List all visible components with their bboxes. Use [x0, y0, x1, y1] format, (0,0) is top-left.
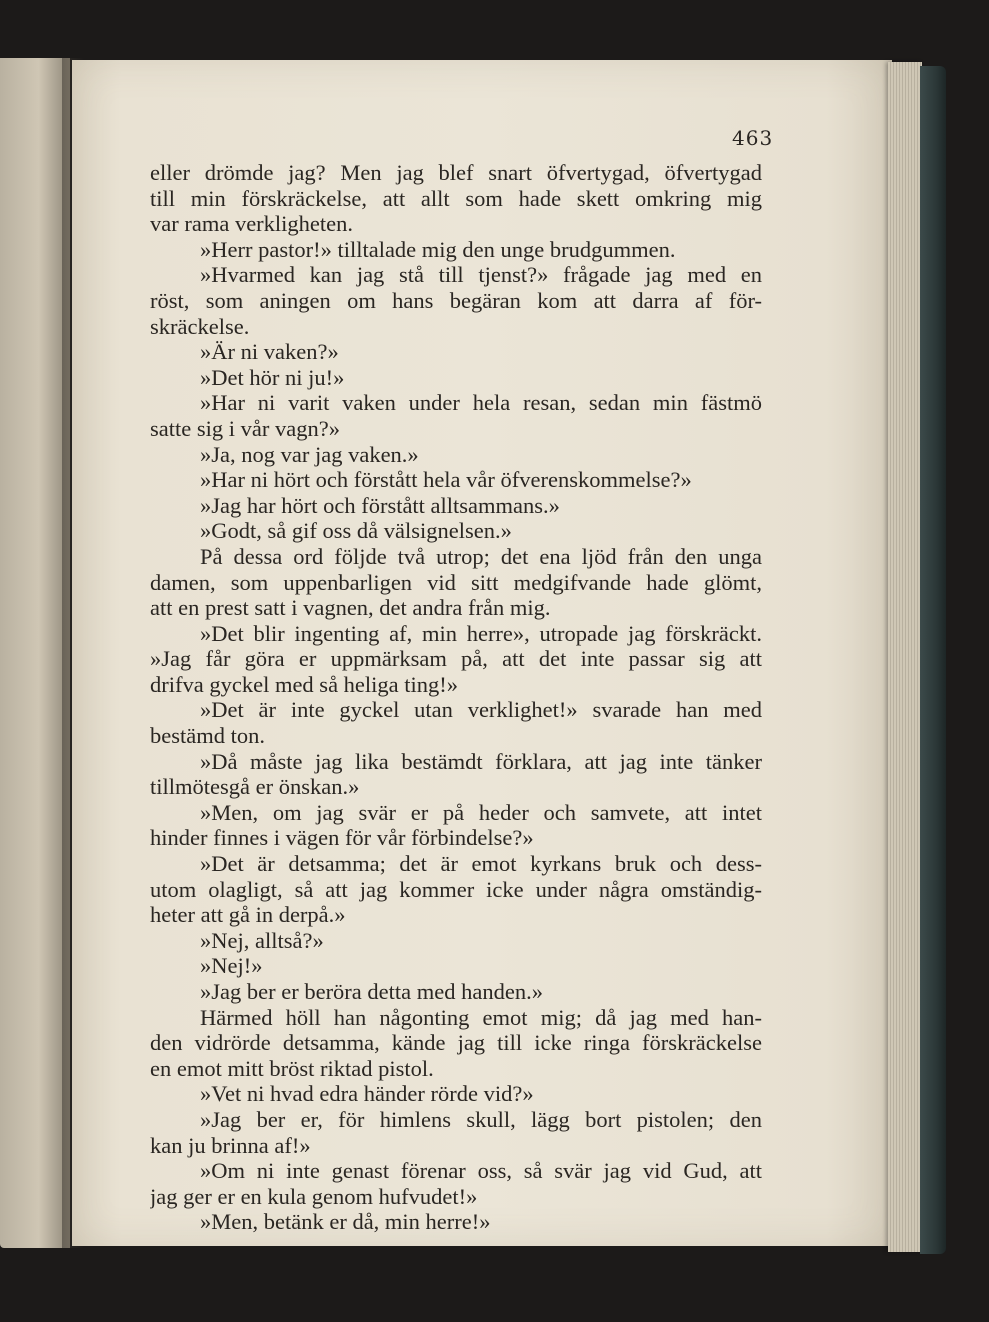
- text-line: »Nej, alltså?»: [200, 927, 324, 953]
- text-line: kan ju brinna af!»: [150, 1132, 311, 1158]
- text-line: »Men, betänk er då, min herre!»: [200, 1209, 491, 1235]
- page-number: 463: [732, 126, 774, 150]
- text-line: »Det blir ingenting af, min herre», utropade jag förskräckt.: [200, 620, 762, 646]
- text-line: »Vet ni hvad edra händer rörde vid?»: [200, 1081, 534, 1107]
- text-line: På dessa ord följde två utrop; det ena ljöd från den unga: [200, 543, 762, 569]
- text-line: »Hvarmed kan jag stå till tjenst?» frågade jag med en: [200, 262, 762, 288]
- body-text: [150, 160, 762, 1235]
- text-line: »Det hör ni ju!»: [200, 364, 345, 390]
- text-line: »Är ni vaken?»: [200, 339, 339, 365]
- text-line: till min förskräckelse, att allt som hade skett omkring mig: [150, 185, 762, 211]
- text-line: var rama verkligheten.: [150, 211, 354, 237]
- text-line: drifva gyckel med så heliga ting!»: [150, 671, 459, 697]
- text-line: »Det är detsamma; det är emot kyrkans bruk och dess-: [200, 851, 762, 877]
- text-line: heter att gå in derpå.»: [150, 902, 346, 928]
- text-line: »Godt, så gif oss då välsignelsen.»: [200, 518, 512, 544]
- text-line: »Nej!»: [200, 953, 263, 979]
- text-line: utom olagligt, så att jag kommer icke under några omständig-: [150, 876, 762, 902]
- text-line: röst, som aningen om hans begäran kom att darra af för-: [150, 287, 762, 313]
- text-line: »Jag ber er, för himlens skull, lägg bort pistolen; den: [200, 1106, 762, 1132]
- left-page-edge: [0, 58, 70, 1248]
- text-line: damen, som uppenbarligen vid sitt medgifvande hade glömt,: [150, 569, 762, 595]
- text-line: »Har ni varit vaken under hela resan, sedan min fästmö: [200, 390, 762, 416]
- text-line: jag ger er en kula genom hufvudet!»: [150, 1183, 478, 1209]
- text-line: skräckelse.: [150, 313, 250, 339]
- text-line: »Jag har hört och förstått alltsammans.»: [200, 492, 560, 518]
- text-line: eller drömde jag? Men jag blef snart öfvertygad, öfvertygad: [150, 160, 762, 185]
- text-line: »Jag ber er beröra detta med handen.»: [200, 979, 543, 1004]
- text-line: »Jag får göra er uppmärksam på, att det inte passar sig att: [150, 646, 762, 672]
- text-line: bestämd ton.: [150, 723, 265, 749]
- text-line: »Har ni hört och förstått hela vår öfverenskommelse?»: [200, 467, 692, 493]
- text-line: »Men, om jag svär er på heder och samvete, att intet: [200, 799, 762, 825]
- text-line: »Herr pastor!» tilltalade mig den unge brudgummen.: [200, 236, 676, 262]
- text-line: »Ja, nog var jag vaken.»: [200, 441, 419, 467]
- text-line: en emot mitt bröst riktad pistol.: [150, 1055, 434, 1081]
- text-line: att en prest satt i vagnen, det andra från mig.: [150, 595, 551, 621]
- text-line: »Om ni inte genast förenar oss, så svär jag vid Gud, att: [200, 1158, 762, 1184]
- text-line: »Det är inte gyckel utan verklighet!» svarade han med: [200, 697, 762, 723]
- text-line: satte sig i vår vagn?»: [150, 415, 340, 441]
- text-line: »Då måste jag lika bestämdt förklara, att jag inte tänker: [200, 748, 762, 774]
- text-line: Härmed höll han någonting emot mig; då jag med han-: [200, 1004, 762, 1030]
- text-line: den vidrörde detsamma, kände jag till icke ringa förskräckelse: [150, 1030, 762, 1056]
- text-line: tillmötesgå er önskan.»: [150, 774, 360, 800]
- text-line: hinder finnes i vägen för vår förbindelse?»: [150, 825, 534, 851]
- page-edges-stack: [888, 62, 922, 1252]
- book-cover-edge: [920, 66, 946, 1254]
